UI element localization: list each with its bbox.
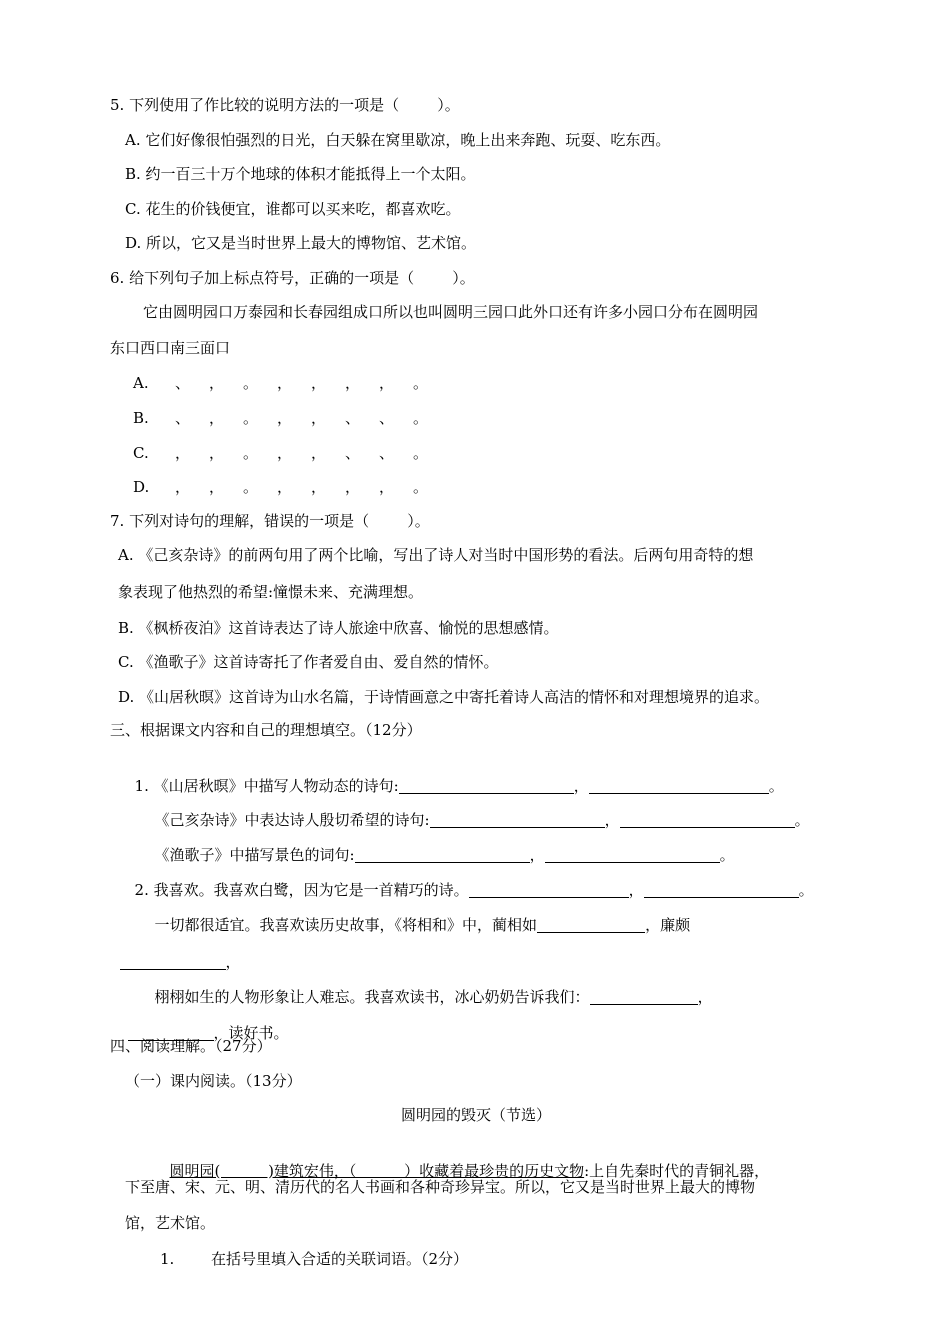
punct-mark: 。 <box>243 374 259 392</box>
punct-mark: ， <box>345 478 361 496</box>
punct-mark: 、 <box>175 409 191 427</box>
comma: ， <box>697 988 713 1006</box>
q7-option-d: D. 《山居秋暝》这首诗为山水名篇，于诗情画意之中寄托着诗人高洁的情怀和对理想境界的追求。 <box>118 688 770 706</box>
q5-stem: 5. 下列使用了作比较的说明方法的一项是（ ）。 <box>110 96 460 114</box>
sec4-q1-number: 1. <box>160 1250 175 1268</box>
punct-mark: ， <box>175 444 191 462</box>
punct-mark: ， <box>277 409 293 427</box>
q6-stem: 6. 给下列句子加上标点符号，正确的一项是（ ）。 <box>110 269 475 287</box>
punct-mark: 、 <box>345 444 361 462</box>
punct-mark: 。 <box>413 409 429 427</box>
answer-blank[interactable] <box>590 988 698 1005</box>
section-3-title: 三、根据课文内容和自己的理想填空。（12分） <box>110 721 422 739</box>
answer-blank[interactable] <box>537 916 645 933</box>
prompt-text: 《己亥杂诗》中表达诗人殷切希望的诗句: <box>154 811 430 829</box>
prompt-text: 1. 《山居秋暝》中描写人物动态的诗句: <box>134 777 399 795</box>
sec3-q1-line-2 <box>145 790 810 830</box>
prompt-text: 一切都很适宜。我喜欢读历史故事，《将相和》中，蔺相如 <box>154 916 538 934</box>
passage-line-3: 馆，艺术馆。 <box>125 1214 216 1232</box>
sec3-q2-line-4 <box>145 967 713 1007</box>
q5-option-d: D. 所以，它又是当时世界上最大的博物馆、艺术馆。 <box>125 234 477 252</box>
passage-line-2: 下至唐、宋、元、明、清历代的名人书画和各种奇珍异宝。所以，它又是当时世界上最大的博物 <box>125 1178 756 1196</box>
passage-line-1 <box>160 1141 769 1181</box>
period: 。 <box>768 777 784 795</box>
punct-mark: ， <box>277 478 293 496</box>
punct-mark: ， <box>379 478 395 496</box>
comma: ， <box>628 881 644 899</box>
comma: ， <box>573 777 589 795</box>
q5-option-b: B. 约一百三十万个地球的体积才能抵得上一个太阳。 <box>125 165 476 183</box>
punct-mark: 。 <box>243 444 259 462</box>
q7-stem: 7. 下列对诗句的理解，错误的一项是（ ）。 <box>110 512 430 530</box>
q7-option-a-line-1: A. 《己亥杂诗》的前两句用了两个比喻，写出了诗人对当时中国形势的看法。后两句用奇特的想 <box>118 546 754 564</box>
punct-mark: ， <box>311 444 327 462</box>
punct-mark: ， <box>311 478 327 496</box>
q5-option-c: C. 花生的价钱便宜，谁都可以买来吃，都喜欢吃。 <box>125 200 461 218</box>
q7-option-a-line-2: 象表现了他热烈的希望:憧憬未来、充满理想。 <box>118 583 424 601</box>
punct-mark: 。 <box>413 374 429 392</box>
punct-mark: 。 <box>243 409 259 427</box>
punct-mark: ， <box>345 374 361 392</box>
punct-mark: 。 <box>413 478 429 496</box>
q6-sentence-line-2: 东口西口南三面口 <box>110 339 231 357</box>
punct-mark: ， <box>175 478 191 496</box>
prompt-text: 《渔歌子》中描写景色的词句: <box>154 846 355 864</box>
punct-mark: ， <box>209 409 225 427</box>
sec4-subsection-1: （一）课内阅读。（13分） <box>125 1072 302 1090</box>
punct-mark: ， <box>277 444 293 462</box>
q7-option-c: C. 《渔歌子》这首诗寄托了作者爱自由、爱自然的情怀。 <box>118 653 499 671</box>
q6-option-label: D. <box>133 478 150 496</box>
sec3-q2-line-1 <box>125 860 814 900</box>
q6-option-label: C. <box>133 444 149 462</box>
passage-text: :上自先秦时代的青铜礼器， <box>584 1162 770 1180</box>
q5-option-a: A. 它们好像很怕强烈的日光，白天躲在窝里歇凉，晚上出来奔跑、玩耍、吃东西。 <box>125 131 671 149</box>
punct-mark: ， <box>379 374 395 392</box>
q6-option-label: B. <box>133 409 149 427</box>
prompt-text: 2. 我喜欢。我喜欢白鹭，因为它是一首精巧的诗。 <box>134 881 469 899</box>
punct-mark: 、 <box>345 409 361 427</box>
sec3-q2-line-3 <box>110 932 241 972</box>
punct-mark: 、 <box>175 374 191 392</box>
comma: ， <box>529 846 545 864</box>
punct-mark: ， <box>311 409 327 427</box>
punct-mark: ， <box>277 374 293 392</box>
punct-mark: 、 <box>379 444 395 462</box>
punct-mark: ， <box>209 478 225 496</box>
punct-mark: ， <box>311 374 327 392</box>
underlined-text: 圆明园( )建筑宏伟，（ ）收藏着最珍贵的历史文物 <box>169 1162 585 1180</box>
punct-mark: ， <box>209 444 225 462</box>
punct-mark: 。 <box>243 478 259 496</box>
q6-sentence-line-1: 它由圆明园口万泰园和长春园组成口所以也叫圆明三园口此外口还有许多小园口分布在圆明园 <box>143 303 759 321</box>
period: 。 <box>794 811 810 829</box>
section-4-title: 四、阅读理解。（27分） <box>110 1037 272 1055</box>
prompt-text: 栩栩如生的人物形象让人难忘。我喜欢读书，冰心奶奶告诉我们： <box>154 988 590 1006</box>
sec3-q1-line-3 <box>145 825 735 865</box>
punct-mark: ， <box>209 374 225 392</box>
q6-option-label: A. <box>133 374 149 392</box>
passage-title: 圆明园的毁灭（节选） <box>401 1106 552 1124</box>
sec4-q1-text: 在括号里填入合适的关联词语。（2分） <box>211 1250 469 1268</box>
prompt-text: ，廉颇 <box>645 916 691 934</box>
period: 。 <box>719 846 735 864</box>
comma: ， <box>604 811 620 829</box>
q7-option-b: B. 《枫桥夜泊》这首诗表达了诗人旅途中欣喜、愉悦的思想感情。 <box>118 619 559 637</box>
punct-mark: 、 <box>379 409 395 427</box>
period: 。 <box>798 881 814 899</box>
prompt-text: ，读好书。 <box>213 1024 289 1042</box>
comma: ， <box>225 953 241 971</box>
punct-mark: 。 <box>413 444 429 462</box>
sec3-q2-line-2 <box>145 895 690 935</box>
